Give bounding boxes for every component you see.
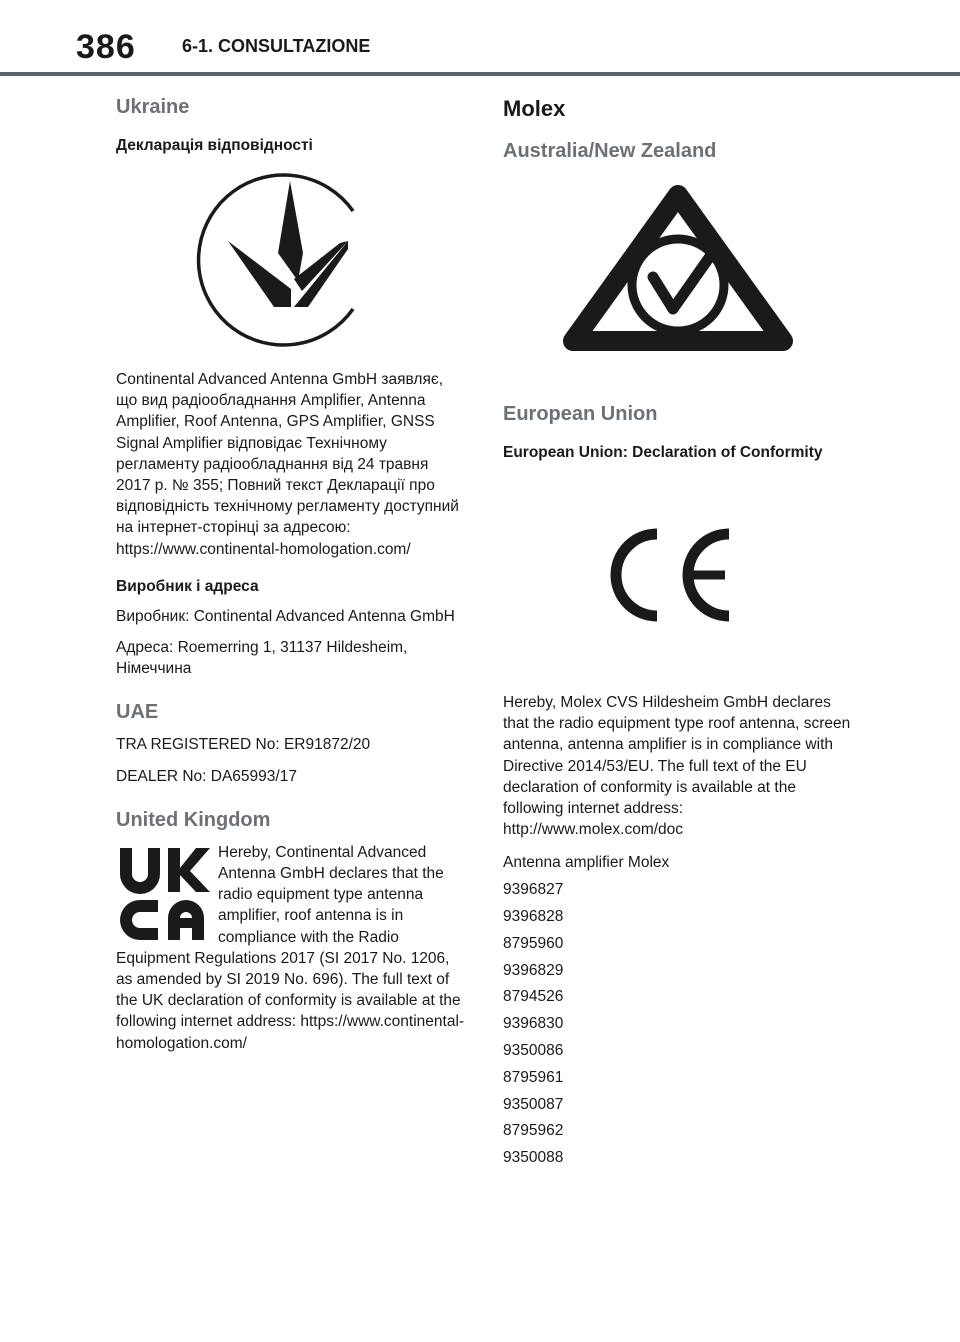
ukraine-body: Continental Advanced Antenna GmbH заявляє, що вид радіообладнання Amplifier, Antenna Amplifier, Roof Antenna, GPS Amplifier, GNSS Signal Amplifier відповідає Технічному регламенту радіообладнання від 24 травня 2017 р. № 355; Повний текст Декларації про відповідність технічному регламенту доступний на інтернет-сторінці за адресою: https://www.continental-homologation.com/ [116, 371, 459, 558]
uk-body: Hereby, Continental Advanced Antenna GmbH declares that the radio equipment type antenna amplifier, roof antenna is in compliance with the Radio Equipment Regulations 2017 (SI 2017 No. 1206, as amended by SI 2019 No. 696). The full text of the UK declaration of conformity is available at the following internet address: https://www.continental-homologation.com/ [116, 843, 465, 1052]
part-number: 9396830 [503, 1015, 564, 1033]
eu-subtitle: European Union: Declaration of Conformity [503, 444, 823, 461]
ukraine-heading: Ukraine [116, 96, 190, 118]
chapter-title: 6-1. CONSULTAZIONE [182, 36, 371, 56]
eu-body: Hereby, Molex CVS Hildesheim GmbH declares that the radio equipment type roof antenna, screen antenna, antenna amplifier is in compliance with Directive 2014/53/EU. The full text of the EU declaration of conformity is available at the following internet address: http://www.molex.com/doc [503, 694, 851, 839]
anz-heading: Australia/New Zealand [503, 140, 717, 162]
part-number: 9396828 [503, 908, 564, 926]
rcm-mark-icon [503, 181, 853, 361]
uae-heading: UAE [116, 701, 159, 724]
ukrainian-conformity-mark-icon [116, 169, 466, 349]
part-number: 8795962 [503, 1122, 564, 1140]
part-number: 9350086 [503, 1042, 564, 1059]
page-number: 386 [76, 28, 136, 66]
page-header [0, 0, 960, 76]
header-rule [0, 72, 960, 76]
maker-heading: Виробник і адреса [116, 577, 259, 595]
uk-heading: United Kingdom [116, 808, 271, 831]
part-number: 8795960 [503, 934, 564, 952]
molex-heading: Molex [503, 96, 566, 121]
part-number: 9396829 [503, 961, 564, 979]
parts-list [503, 877, 853, 1172]
uae-tra-number: TRA REGISTERED No: ER91872/20 [116, 736, 371, 754]
part-number: 9396827 [503, 881, 564, 899]
uae-dealer-number: DEALER No: DA65993/17 [116, 767, 297, 785]
left-column [116, 96, 466, 1064]
eu-heading: European Union [503, 403, 658, 425]
part-number: 8794526 [503, 988, 564, 1006]
part-number: 9350088 [503, 1149, 564, 1167]
part-number: 9350087 [503, 1095, 564, 1113]
maker-line: Виробник: Continental Advanced Antenna GmbH [116, 607, 455, 625]
right-column [503, 96, 853, 1172]
uk-block [116, 842, 466, 1054]
ukca-mark-icon [116, 844, 212, 944]
ce-mark-icon [503, 514, 853, 644]
ukraine-subtitle: Декларація відповідності [116, 137, 313, 154]
address-line: Адреса: Roemerring 1, 31137 Hildesheim, Німеччина [116, 639, 408, 678]
parts-heading: Antenna amplifier Molex [503, 854, 670, 872]
part-number: 8795961 [503, 1068, 564, 1086]
